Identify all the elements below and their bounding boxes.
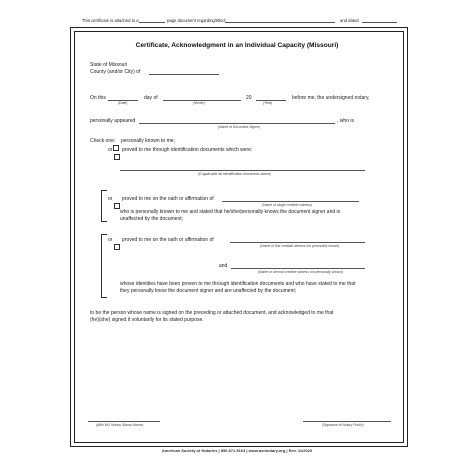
day-of-label: day of [144, 95, 158, 101]
who-is-text: , who is [337, 118, 354, 124]
certificate-title: Certificate, Acknowledgment in an Individual Capacity (Missouri) [135, 42, 339, 49]
county-field[interactable] [149, 74, 219, 75]
second-witness-name-field[interactable] [231, 268, 365, 269]
first-witness-caption: (Name of first credible witness not personally known) [260, 244, 340, 248]
closing-line2: (he)(she) signed it voluntarily for its stated purpose. [90, 317, 204, 323]
proved-id-text: proved to me through identification documents which were: [122, 147, 253, 153]
first-witness-name-field[interactable] [230, 242, 365, 243]
seal-caption: (Affix MO Notary Stamp Above) [96, 423, 144, 427]
month-caption: (Month) [193, 101, 205, 105]
witness-two-checkbox[interactable] [113, 236, 121, 254]
seal-line[interactable] [88, 421, 160, 422]
id-caption: (If applicable list identification documents above) [198, 172, 271, 176]
witness-one-line3: unaffected by the document; [120, 216, 184, 222]
and-label: and [219, 263, 228, 269]
witness-one-caption: (Name of single credible witness) [262, 203, 312, 207]
witness-two-text: proved to me on the oath or affirmation of [122, 237, 214, 243]
witness-one-line2: who is personally known to me and stated that he/she/personally knows the document signer and is [120, 209, 341, 215]
appeared-label: personally appeared [90, 118, 136, 124]
publisher-footer: American Society of Notaries | 850.671.5164 | www.asnnotary.org | Rev. 11/2020 [161, 448, 313, 453]
signer-name-field[interactable] [139, 123, 335, 124]
or-label-1: or [108, 147, 113, 153]
header-prefix: This certificate is attached to a [82, 18, 139, 23]
known-text: personally known to me; [121, 138, 175, 144]
check-one-label: Check one: [90, 138, 116, 144]
document-title-line[interactable] [225, 22, 335, 23]
page-count-line[interactable] [139, 22, 165, 23]
witness-two-line3: whose identities have been proven to me through identification documents and who have stated to me that [120, 281, 356, 287]
id-documents-field[interactable] [120, 170, 365, 171]
header-suffix: and dated [340, 18, 359, 23]
witness-two-line4: they personally know the document signer and are unaffected by the document; [120, 288, 297, 294]
or-label-3: or [108, 237, 113, 243]
year-caption: (Year) [263, 101, 273, 105]
county-label: County (and/or City) of [90, 69, 141, 75]
witness-two-bracket [101, 234, 107, 298]
notary-signature-field[interactable] [303, 421, 391, 422]
header-middle: page document regarding/titled: [167, 18, 226, 23]
notary-caption: (Signature of Notary Public) [322, 423, 364, 427]
year-prefix: 20 [246, 95, 252, 101]
witness-one-name-field[interactable] [222, 201, 359, 202]
before-me-text: before me, the undersigned notary, [292, 95, 370, 101]
witness-one-bracket [101, 190, 107, 222]
date-caption: (Date) [118, 101, 128, 105]
signer-caption: (Name of Document Signer) [218, 125, 261, 129]
document-date-line[interactable] [362, 22, 397, 23]
witness-one-text: proved to me on the oath or affirmation of [122, 196, 214, 202]
state-label: State of Missouri [90, 62, 128, 68]
or-label-2: or [108, 196, 113, 202]
proved-id-checkbox[interactable] [113, 146, 121, 164]
closing-line1: to be the person whose name is signed on the preceding or attached document, and acknowledged to me that [90, 310, 334, 316]
second-witness-caption: (Name of second credible witness not personally known) [258, 270, 343, 274]
on-this-label: On this [90, 95, 106, 101]
